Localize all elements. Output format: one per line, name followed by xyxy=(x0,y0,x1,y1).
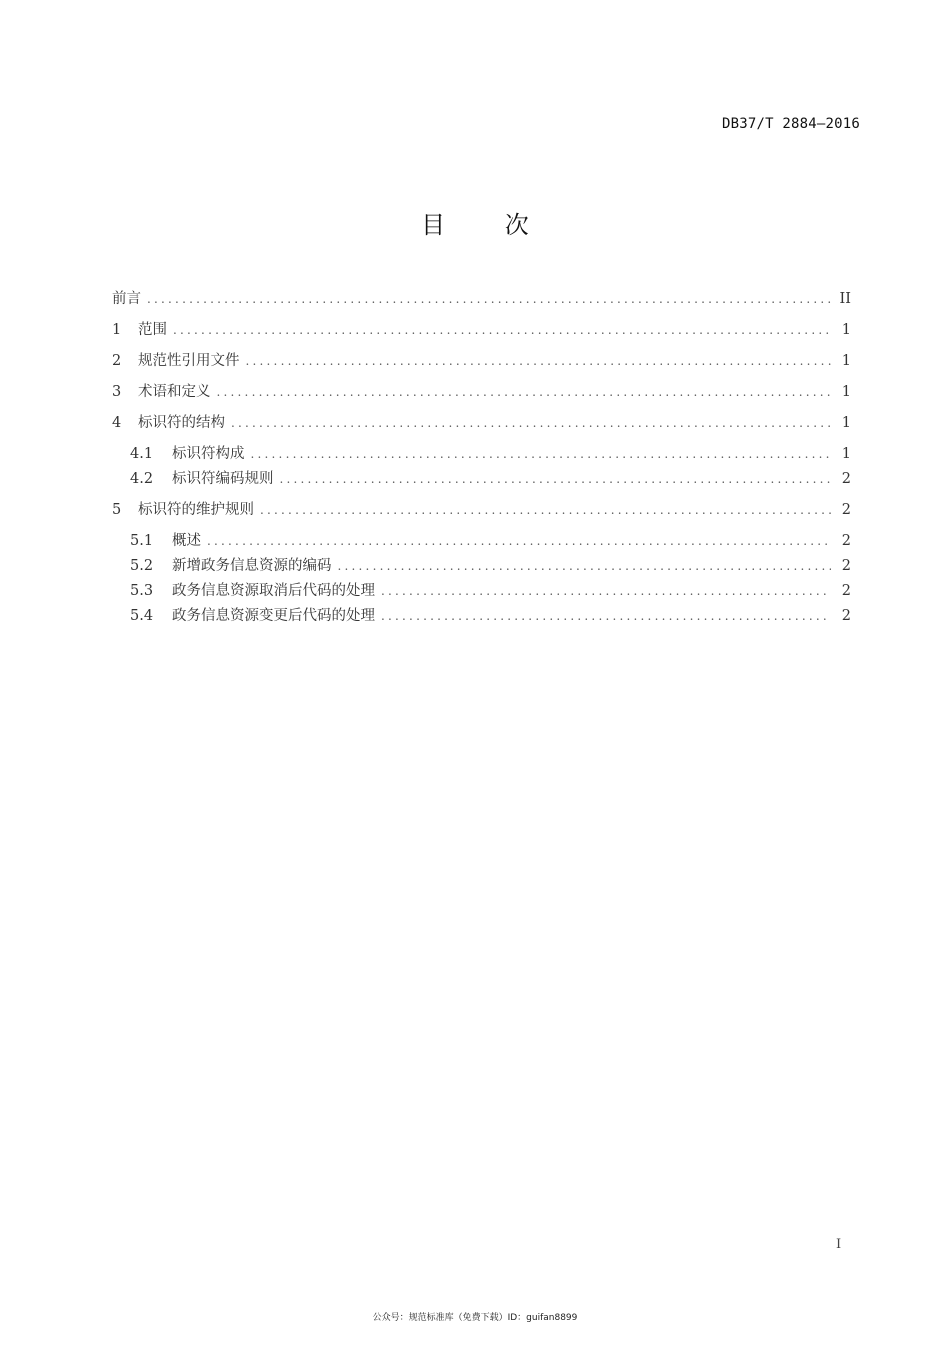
toc-entry-number: 5.2 xyxy=(130,558,154,574)
toc-entry-normative-references[interactable] xyxy=(112,349,851,371)
toc-leader-dots xyxy=(173,323,831,337)
toc-entry-page: II xyxy=(839,291,851,307)
toc-entry-identifier-composition[interactable] xyxy=(112,442,851,464)
toc-entry-label: 新增政务信息资源的编码 xyxy=(172,558,332,574)
toc-entry-label: 规范性引用文件 xyxy=(138,353,240,369)
toc-entry-number: 4.2 xyxy=(130,471,154,487)
toc-entry-label: 术语和定义 xyxy=(138,384,211,400)
toc-entry-number: 5 xyxy=(112,502,122,518)
toc-entry-number: 5.4 xyxy=(130,608,154,624)
toc-entry-label: 标识符的结构 xyxy=(138,415,225,431)
toc-entry-page: 2 xyxy=(841,502,851,518)
toc-entry-label: 政务信息资源取消后代码的处理 xyxy=(172,583,375,599)
toc-entry-label: 范围 xyxy=(138,322,167,338)
page-number: I xyxy=(836,1237,842,1252)
toc-entry-number: 2 xyxy=(112,353,122,369)
toc-entry-page: 2 xyxy=(841,558,851,574)
toc-leader-dots xyxy=(246,354,832,368)
toc-entry-label: 概述 xyxy=(172,533,201,549)
toc-entry-page: 1 xyxy=(841,322,851,338)
toc-entry-foreword[interactable] xyxy=(112,287,851,309)
toc-entry-page: 2 xyxy=(841,471,851,487)
toc-leader-dots xyxy=(280,472,832,486)
toc-entry-page: 1 xyxy=(841,446,851,462)
toc-leader-dots xyxy=(217,385,832,399)
toc-entry-changed-resource-code[interactable] xyxy=(112,604,851,626)
toc-leader-dots xyxy=(207,534,831,548)
toc-entry-identifier-structure[interactable] xyxy=(112,411,851,433)
toc-entry-maintenance-rules[interactable] xyxy=(112,498,851,520)
toc-entry-number: 4.1 xyxy=(130,446,154,462)
toc-entry-scope[interactable] xyxy=(112,318,851,340)
toc-entry-page: 1 xyxy=(841,415,851,431)
toc-entry-identifier-coding-rules[interactable] xyxy=(112,467,851,489)
footer-watermark-text: 公众号：规范标准库（免费下载）ID：guifan8899 xyxy=(372,1313,578,1323)
toc-entry-label: 标识符编码规则 xyxy=(172,471,274,487)
toc-leader-dots xyxy=(251,447,832,461)
toc-leader-dots xyxy=(147,292,831,306)
toc-leader-dots xyxy=(338,559,832,573)
page-title: 目 次 xyxy=(421,211,555,239)
toc-entry-cancelled-resource-code[interactable] xyxy=(112,579,851,601)
toc-leader-dots xyxy=(260,503,831,517)
toc-entry-page: 2 xyxy=(841,533,851,549)
toc-entry-label: 标识符构成 xyxy=(172,446,245,462)
toc-entry-number: 4 xyxy=(112,415,122,431)
toc-entry-number: 5.1 xyxy=(130,533,154,549)
toc-entry-page: 1 xyxy=(841,384,851,400)
toc-entry-overview[interactable] xyxy=(112,529,851,551)
standard-code: DB37/T 2884—2016 xyxy=(721,116,860,132)
toc-entry-new-resource-coding[interactable] xyxy=(112,554,851,576)
toc-leader-dots xyxy=(231,416,831,430)
toc-entry-number: 1 xyxy=(112,322,122,338)
toc-leader-dots xyxy=(381,609,831,623)
toc-entry-page: 1 xyxy=(841,353,851,369)
toc-entry-number: 5.3 xyxy=(130,583,154,599)
toc-entry-page: 2 xyxy=(841,583,851,599)
toc-entry-terms-definitions[interactable] xyxy=(112,380,851,402)
toc-entry-label: 标识符的维护规则 xyxy=(138,502,254,518)
toc-leader-dots xyxy=(381,584,831,598)
toc-entry-page: 2 xyxy=(841,608,851,624)
toc-entry-number: 3 xyxy=(112,384,122,400)
toc-entry-label: 政务信息资源变更后代码的处理 xyxy=(172,608,375,624)
toc-entry-label: 前言 xyxy=(112,291,141,307)
